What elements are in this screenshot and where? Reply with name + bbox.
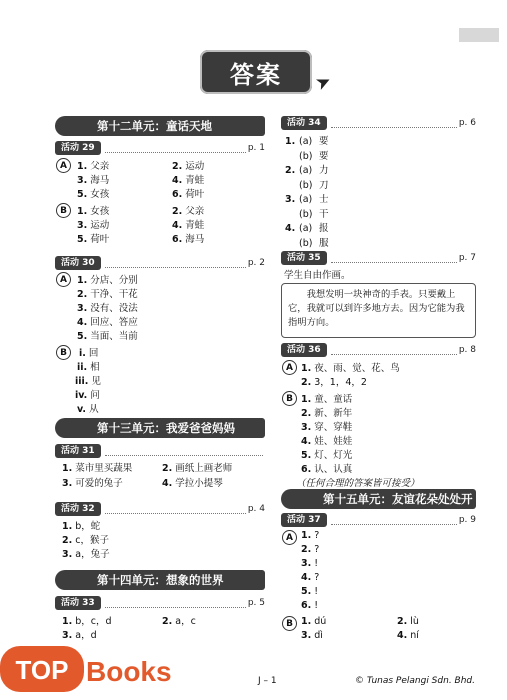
answer-item: 2. 运动 (172, 161, 205, 172)
section-b-marker: B (56, 203, 71, 218)
answer-item: 2. 干净、干花 (77, 289, 138, 300)
topbooks-logo (0, 640, 190, 700)
answer-item: 2. ? (301, 544, 320, 555)
activity-33-header (55, 596, 265, 610)
answer-item: 5. 当面、当前 (77, 331, 138, 342)
leader-dots (331, 119, 457, 128)
logo-books-text: Books (86, 656, 172, 687)
answer-item: 3. 可爱的兔子 (62, 478, 123, 489)
activity-34-header (281, 116, 476, 130)
answer-item: 5. 荷叶 (77, 234, 110, 245)
answer-item: 4. (a) 报 (285, 223, 329, 234)
answer-item: 2. 3，1，4，2 (301, 377, 367, 388)
answer-item: 3. a，兔子 (62, 549, 110, 560)
corner-tab (459, 28, 499, 42)
answer-item: 1. 童、童话 (301, 394, 353, 405)
leader-dots (331, 254, 457, 263)
answer-item: 2. c，猴子 (62, 535, 109, 546)
answer-item: 1. b，蛇 (62, 521, 101, 532)
leader-dots (105, 259, 246, 268)
answer-item: 3. dì (301, 630, 323, 641)
unit-12-header: 第十二单元：童话天地 (55, 116, 265, 136)
answer-item: 2. a，c (162, 616, 196, 627)
activity-label: 活动 37 (281, 513, 327, 527)
answer-item: 1. 父亲 (77, 161, 110, 172)
page-ref: p. 5 (247, 598, 265, 608)
answer-item: (b) 要 (299, 150, 329, 162)
page-ref: p. 8 (458, 345, 476, 355)
unit-14-header: 第十四单元：想象的世界 (55, 570, 265, 590)
answer-item: 4. ? (301, 572, 320, 583)
essay-line: 我想发明一块神奇的手表。只要戴上 (306, 289, 456, 300)
essay-line: 指明方向。 (288, 317, 335, 328)
section-b-marker: B (56, 345, 71, 360)
answer-item: (b) 刀 (299, 179, 329, 191)
leader-dots (105, 144, 246, 153)
activity-35-header (281, 251, 476, 265)
answer-item: 1. ? (301, 530, 320, 541)
answer-item: 4. 娃、娃娃 (301, 436, 353, 447)
answer-item: 6. ! (301, 600, 319, 611)
answer-item: 1. dú (301, 616, 327, 627)
page-ref: p. 9 (458, 515, 476, 525)
answer-item: 3. 海马 (77, 175, 110, 186)
answer-item: 6. 荷叶 (172, 189, 205, 200)
activity-label: 活动 34 (281, 116, 327, 130)
activity-label: 活动 30 (55, 256, 101, 270)
answer-item: (b) 干 (299, 208, 329, 220)
answer-item: 2. 新、新年 (301, 408, 353, 419)
answer-item: 1. 分店、分别 (77, 275, 138, 286)
activity-label: 活动 33 (55, 596, 101, 610)
answer-item: 5. 女孩 (77, 189, 110, 200)
answer-item: 1. (a) 要 (285, 136, 329, 147)
answer-item: iv. 问 (75, 390, 100, 401)
answer-item: i. 回 (79, 348, 99, 359)
copyright: © Tunas Pelangi Sdn. Bhd. (355, 676, 475, 686)
answer-item: 1. 夜、雨、觉、花、鸟 (301, 363, 400, 374)
unit-15-header: 第十五单元：友谊花朵处处开 (281, 489, 476, 509)
answer-item: 6. 认、认真 (301, 464, 353, 475)
page-ref: p. 7 (458, 253, 476, 263)
answer-item: iii. 见 (75, 376, 101, 387)
answer-item: 3. 没有、没法 (77, 303, 138, 314)
answer-note: （任何合理的答案皆可接受） (296, 478, 420, 489)
answer-item: 4. ní (397, 630, 419, 641)
page-number: J – 1 (258, 676, 277, 686)
activity-31-header (55, 444, 265, 458)
section-a-marker: A (56, 158, 71, 173)
answer-item: 4. 回应、答应 (77, 317, 138, 328)
answer-item: 4. 青蛙 (172, 220, 205, 231)
answer-item: 2. 画纸上画老师 (162, 463, 233, 474)
leader-dots (105, 447, 263, 456)
activity-35-intro: 学生自由作画。 (284, 270, 351, 281)
answer-item: 3. (a) 士 (285, 194, 329, 205)
activity-36-header (281, 343, 476, 357)
logo-top-text: TOP (15, 655, 69, 685)
section-b-marker: B (282, 616, 297, 631)
activity-32-header (55, 502, 265, 516)
answer-item: 3. a，d (62, 630, 97, 641)
section-a-marker: A (56, 272, 71, 287)
answer-item: 1. b，c，d (62, 616, 112, 627)
answer-item: 4. 青蛙 (172, 175, 205, 186)
answer-item: 2. 父亲 (172, 206, 205, 217)
section-a-marker: A (282, 360, 297, 375)
answer-item: 5. 灯、灯光 (301, 450, 353, 461)
leader-dots (105, 599, 246, 608)
section-a-marker: A (282, 530, 297, 545)
activity-37-header (281, 513, 476, 527)
unit-13-header: 第十三单元：我爱爸爸妈妈 (55, 418, 265, 438)
answer-item: 6. 海马 (172, 234, 205, 245)
leader-dots (105, 505, 246, 514)
leader-dots (331, 516, 457, 525)
activity-label: 活动 31 (55, 444, 101, 458)
answer-item: 2. lù (397, 616, 419, 627)
sample-essay-box (281, 283, 476, 338)
cursor-icon: ➤ (312, 69, 335, 96)
activity-29-header (55, 141, 265, 155)
answer-item: 1. 菜市里买蔬果 (62, 463, 133, 474)
answer-item: 5. ! (301, 586, 319, 597)
page-ref: p. 1 (247, 143, 265, 153)
activity-label: 活动 35 (281, 251, 327, 265)
answer-item: 2. (a) 力 (285, 165, 329, 176)
page-ref: p. 2 (247, 258, 265, 268)
activity-label: 活动 36 (281, 343, 327, 357)
answer-item: 3. 运动 (77, 220, 110, 231)
answer-item: ii. 相 (77, 362, 100, 373)
answer-item: v. 从 (77, 404, 99, 415)
answer-item: 4. 学拉小提琴 (162, 478, 223, 489)
activity-label: 活动 32 (55, 502, 101, 516)
answer-item: 1. 女孩 (77, 206, 110, 217)
page-ref: p. 6 (458, 118, 476, 128)
answer-item: (b) 服 (299, 237, 329, 249)
activity-label: 活动 29 (55, 141, 101, 155)
activity-30-header (55, 256, 265, 270)
leader-dots (331, 346, 457, 355)
answer-item: 3. 穿、穿鞋 (301, 422, 353, 433)
section-b-marker: B (282, 391, 297, 406)
page-title: 答案 (200, 50, 312, 94)
essay-line: 它，我就可以到许多地方去。因为它能为我 (288, 303, 465, 314)
answer-item: 3. ! (301, 558, 319, 569)
page-ref: p. 4 (247, 504, 265, 514)
